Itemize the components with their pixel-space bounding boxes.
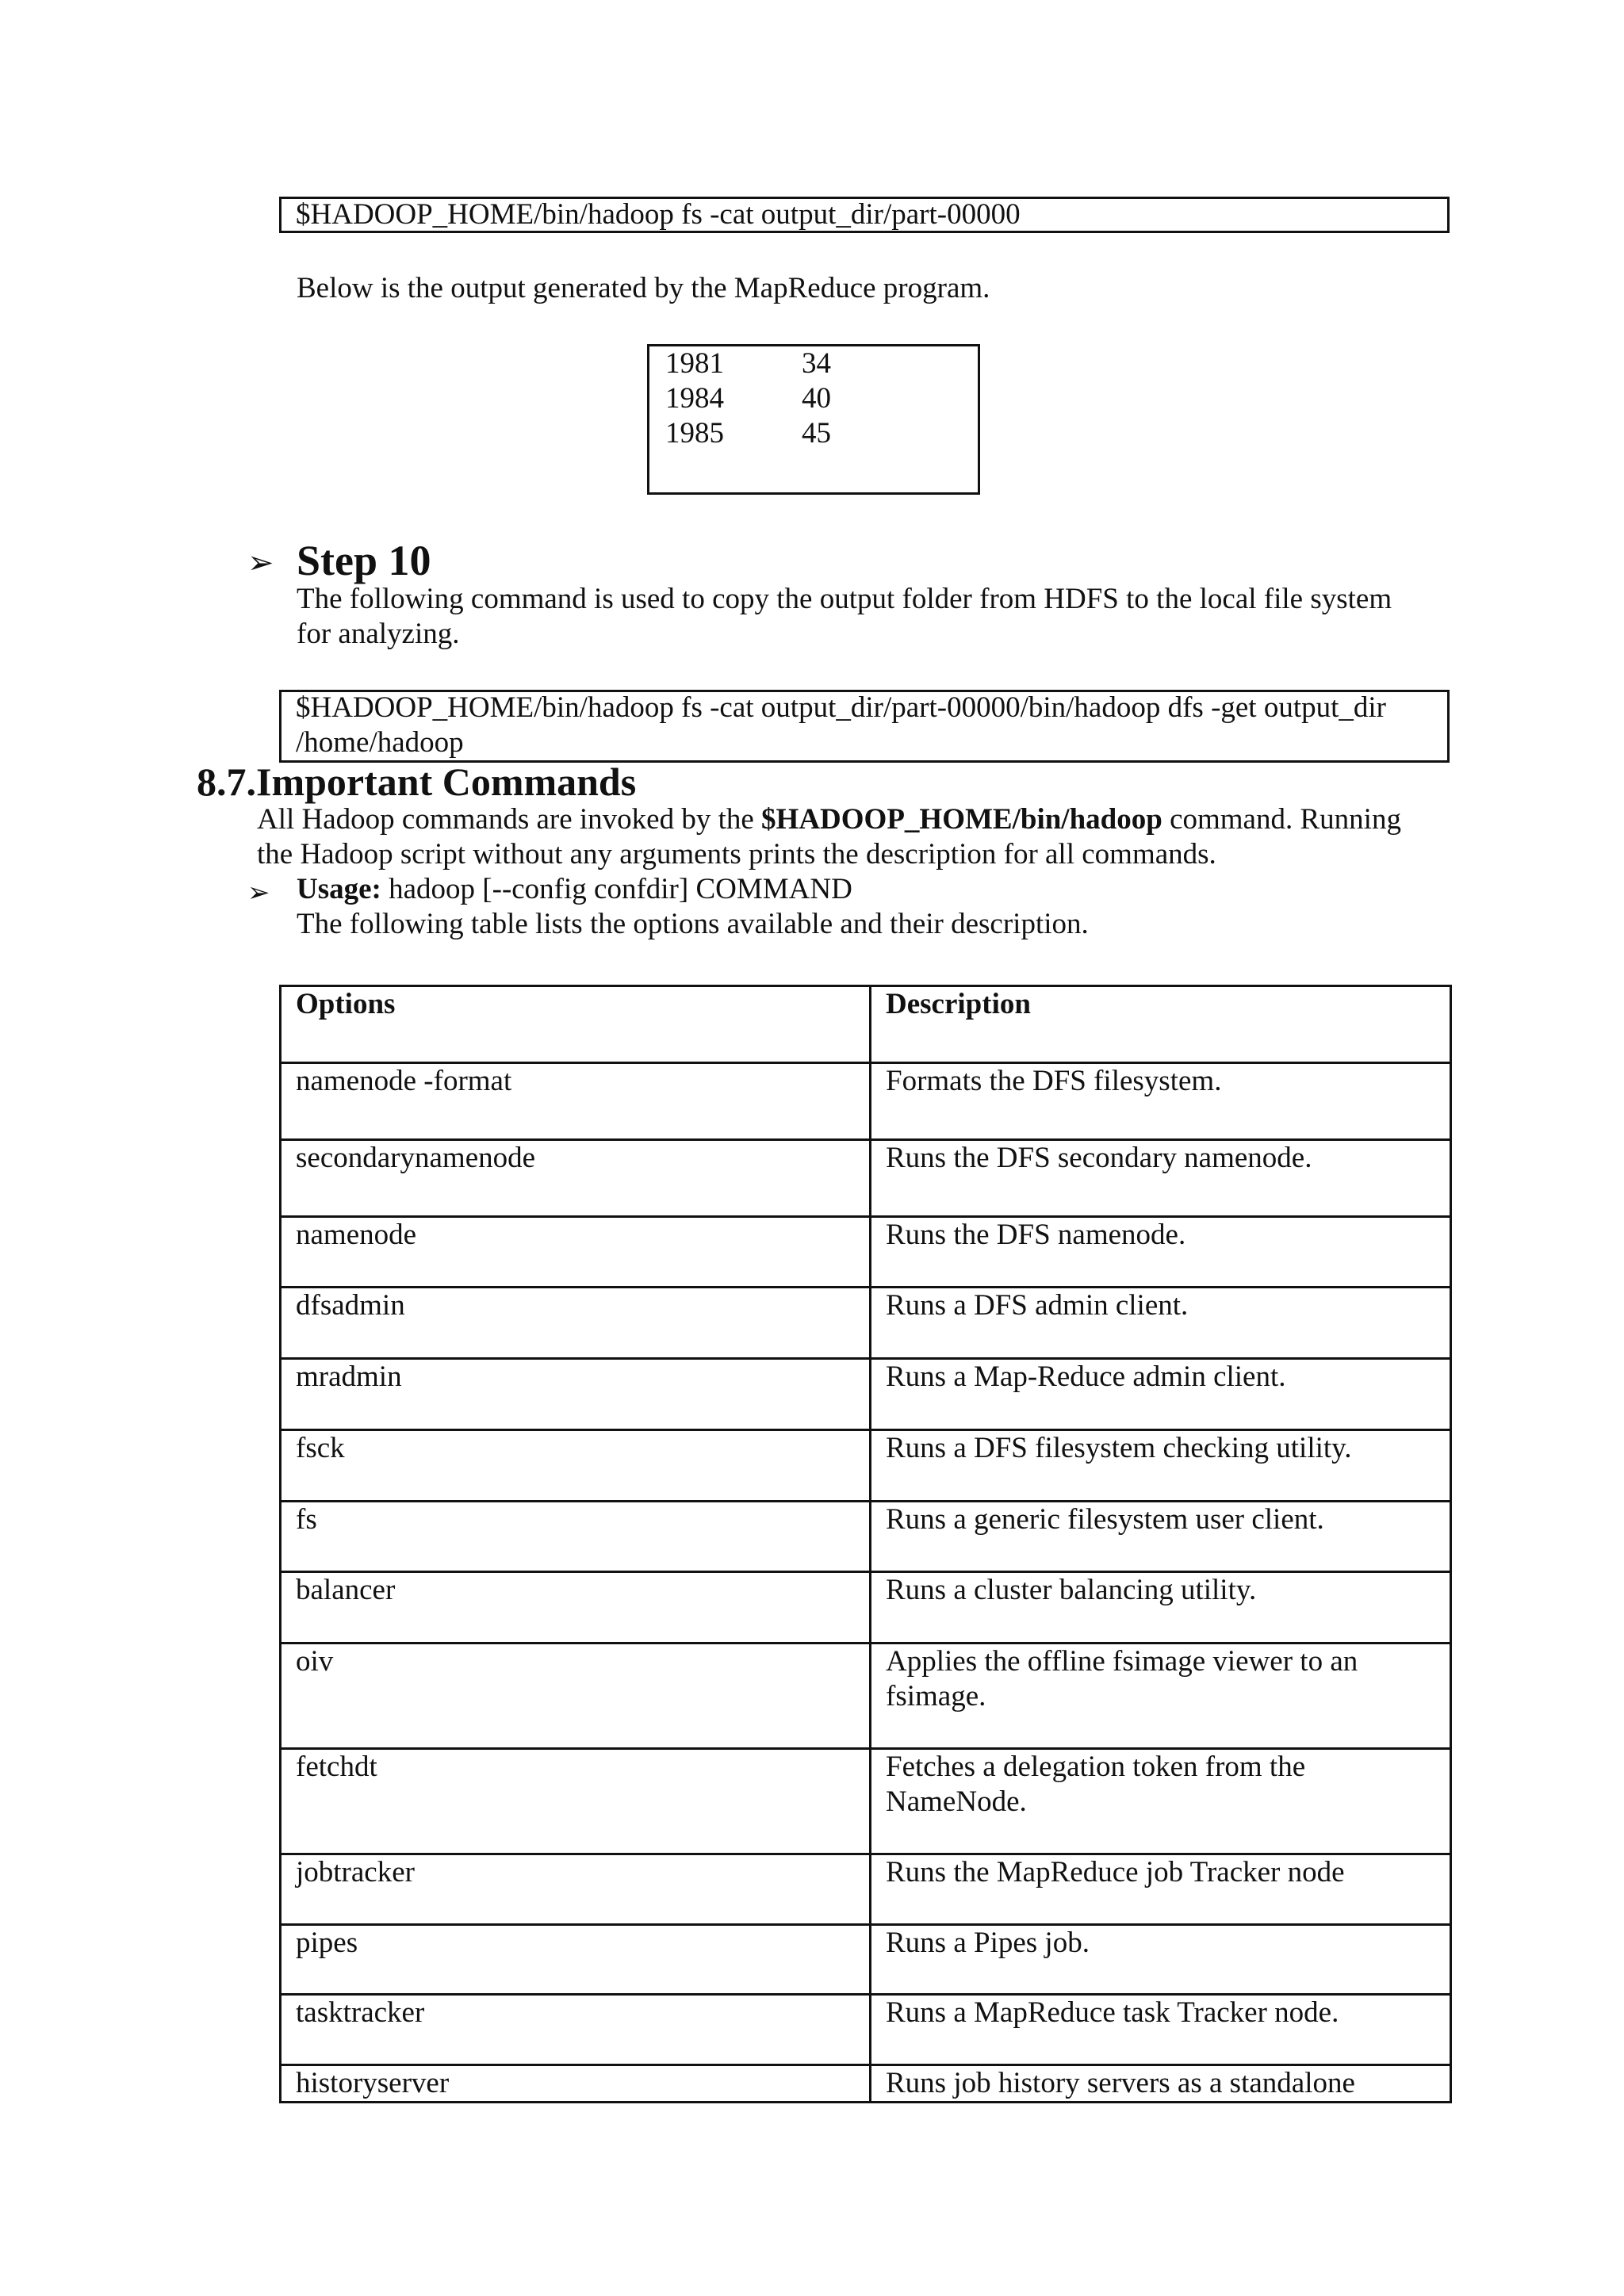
table-row xyxy=(281,1063,1451,1140)
description-cell: Runs a DFS admin client. xyxy=(871,1288,1451,1359)
step-title: Step 10 xyxy=(297,537,431,584)
hadoop-command-path: $HADOOP_HOME/bin/hadoop xyxy=(761,803,1162,836)
output-value: 40 xyxy=(802,382,831,415)
description-cell: Runs a MapReduce task Tracker node. xyxy=(871,1995,1451,2065)
table-row xyxy=(281,1217,1451,1288)
option-cell: fs xyxy=(281,1502,871,1572)
commands-table xyxy=(279,985,1452,2103)
table-row xyxy=(281,1430,1451,1502)
output-box xyxy=(647,344,980,495)
output-intro-text: Below is the output generated by the MapReduce program. xyxy=(297,272,990,304)
section-heading: 8.7.Important Commands xyxy=(197,760,637,804)
table-row xyxy=(281,1288,1451,1359)
description-cell: Runs the DFS secondary namenode. xyxy=(871,1140,1451,1217)
table-header-row xyxy=(281,986,1451,1063)
option-cell: mradmin xyxy=(281,1359,871,1430)
description-cell: Runs a cluster balancing utility. xyxy=(871,1572,1451,1644)
table-row xyxy=(281,1854,1451,1925)
table-intro: The following table lists the options available and their description. xyxy=(297,908,1089,940)
command-box-cat xyxy=(279,197,1450,233)
option-cell: pipes xyxy=(281,1925,871,1995)
header-options: Options xyxy=(281,986,871,1063)
section-description xyxy=(257,802,1401,872)
description-cell: Runs the DFS namenode. xyxy=(871,1217,1451,1288)
output-year: 1984 xyxy=(665,382,724,415)
description-cell: Runs the MapReduce job Tracker node xyxy=(871,1854,1451,1925)
option-cell: historyserver xyxy=(281,2065,871,2103)
option-cell: fetchdt xyxy=(281,1749,871,1854)
table-row xyxy=(281,1749,1451,1854)
description-cell: Runs a DFS filesystem checking utility. xyxy=(871,1430,1451,1502)
table-row xyxy=(281,1995,1451,2065)
header-description: Description xyxy=(871,986,1451,1063)
section-description-line: the Hadoop script without any arguments prints the description for all commands. xyxy=(257,838,1216,871)
command-box-get xyxy=(279,690,1450,763)
option-cell: namenode -format xyxy=(281,1063,871,1140)
output-value: 34 xyxy=(802,347,831,380)
command-text: $HADOOP_HOME/bin/hadoop fs -cat output_dir/part-00000 xyxy=(296,198,1021,231)
table-row xyxy=(281,2065,1451,2103)
section-description-line xyxy=(257,802,1401,837)
table-row xyxy=(281,1572,1451,1644)
step-description xyxy=(297,582,1454,652)
option-cell: secondarynamenode xyxy=(281,1140,871,1217)
command-line: $HADOOP_HOME/bin/hadoop fs -cat output_dir/part-00000/bin/hadoop dfs -get output_dir xyxy=(296,691,1386,724)
description-cell: Runs job history servers as a standalone xyxy=(871,2065,1451,2103)
description-cell: Runs a generic filesystem user client. xyxy=(871,1502,1451,1572)
description-cell: Formats the DFS filesystem. xyxy=(871,1063,1451,1140)
option-cell: balancer xyxy=(281,1572,871,1644)
option-cell: tasktracker xyxy=(281,1995,871,2065)
output-value: 45 xyxy=(802,417,831,450)
option-cell: namenode xyxy=(281,1217,871,1288)
table-row xyxy=(281,1359,1451,1430)
option-cell: dfsadmin xyxy=(281,1288,871,1359)
desc-text: command. Running xyxy=(1162,803,1401,836)
usage-line xyxy=(297,872,852,907)
description-cell: Applies the offline fsimage viewer to an fsimage. xyxy=(871,1644,1451,1749)
table-row xyxy=(281,1925,1451,1995)
description-cell: Runs a Pipes job. xyxy=(871,1925,1451,1995)
table-row xyxy=(281,1644,1451,1749)
table-row xyxy=(281,1502,1451,1572)
command-line: /home/hadoop xyxy=(296,726,464,759)
option-cell: jobtracker xyxy=(281,1854,871,1925)
table-row xyxy=(281,1140,1451,1217)
usage-bullet-arrow-icon: ➢ xyxy=(247,877,270,909)
option-cell: fsck xyxy=(281,1430,871,1502)
output-year: 1981 xyxy=(665,347,724,380)
output-year: 1985 xyxy=(665,417,724,450)
step-description-line: The following command is used to copy the output folder from HDFS to the local file system xyxy=(297,583,1392,615)
step-description-line: for analyzing. xyxy=(297,618,460,650)
description-cell: Runs a Map-Reduce admin client. xyxy=(871,1359,1451,1430)
option-cell: oiv xyxy=(281,1644,871,1749)
desc-text: All Hadoop commands are invoked by the xyxy=(257,803,762,836)
description-cell: Fetches a delegation token from the NameNode. xyxy=(871,1749,1451,1854)
usage-text: hadoop [--config confdir] COMMAND xyxy=(381,873,852,905)
step-bullet-arrow-icon: ➢ xyxy=(247,545,274,581)
usage-label: Usage: xyxy=(297,873,381,905)
